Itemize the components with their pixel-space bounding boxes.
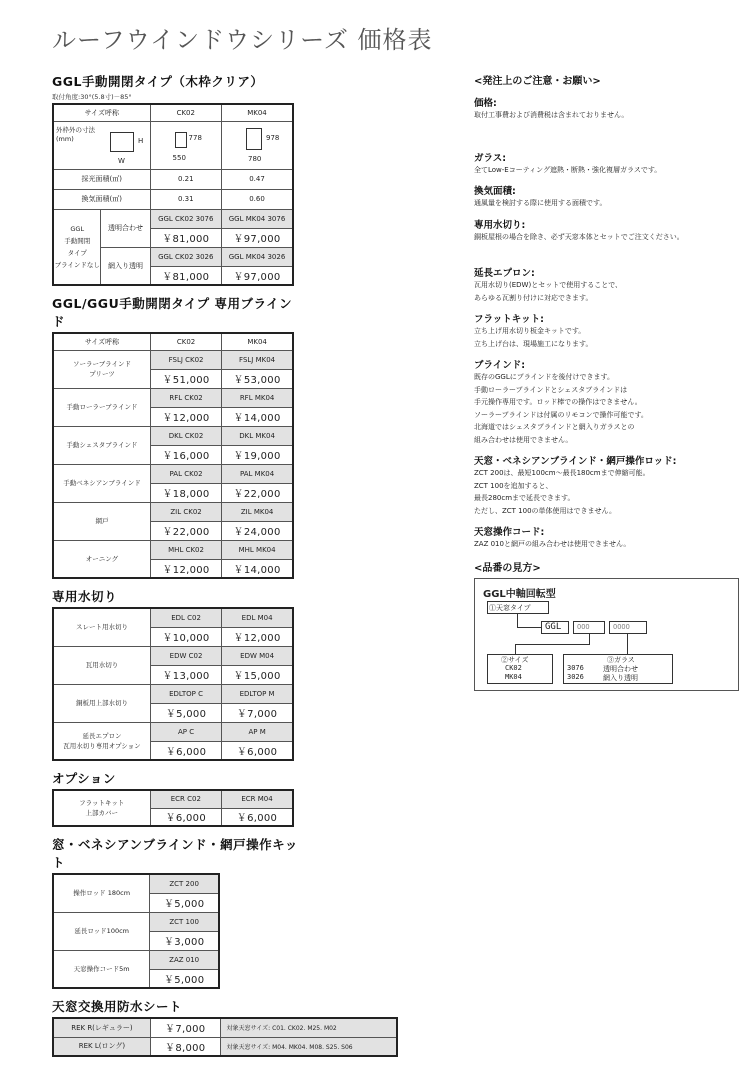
- product-code: EDW M04: [222, 646, 293, 665]
- price: ￥15,000: [222, 665, 293, 684]
- notes-list: [474, 95, 739, 551]
- note-heading: 天窓操作コード:: [474, 527, 545, 538]
- note-item: [474, 357, 739, 446]
- price: ￥22,000: [150, 521, 221, 540]
- row-label: 瓦用水切り: [53, 646, 150, 684]
- price: ￥6,000: [150, 741, 221, 760]
- product-code: DKL CK02: [150, 426, 221, 445]
- price: ￥97,000: [222, 266, 294, 285]
- price: ￥13,000: [150, 665, 221, 684]
- row-label: 網戸: [53, 502, 150, 540]
- note-text: ZCT 200は、最短100cm～最長180cmまで伸縮可能。: [474, 469, 650, 477]
- glass-wired-label: 網入り透明: [101, 247, 150, 285]
- col-ck02: CK02: [150, 333, 221, 350]
- note-heading: 換気面積:: [474, 186, 516, 197]
- price: ￥14,000: [222, 559, 293, 578]
- product-code: GGL CK02 3026: [150, 247, 221, 266]
- glass-clear-label: 透明合わせ: [101, 209, 150, 247]
- price: ￥6,000: [150, 808, 221, 826]
- product-code: ZIL MK04: [222, 502, 293, 521]
- price: ￥6,000: [222, 808, 293, 826]
- price: ￥53,000: [222, 369, 293, 388]
- product-code: GGL MK04 3026: [222, 247, 294, 266]
- price: ￥10,000: [150, 627, 221, 646]
- dim-h-label: H: [138, 136, 144, 145]
- price: ￥12,000: [150, 559, 221, 578]
- size-connector: [515, 644, 590, 645]
- note-heading: フラットキット:: [474, 314, 544, 325]
- size-connector: [589, 634, 590, 644]
- price: ￥3,000: [150, 931, 219, 950]
- note-heading: 専用水切り:: [474, 219, 526, 231]
- note-item: [474, 183, 739, 210]
- ck02-dimension: [150, 121, 221, 169]
- row-label: 操作ロッド 180cm: [53, 874, 150, 912]
- note-item: [474, 453, 739, 517]
- note-text: 北海道ではシェスタブラインドと網入りガラスとの: [474, 423, 635, 431]
- glass-legend-title: ③ガラス: [607, 655, 635, 664]
- product-code: AP M: [222, 722, 293, 741]
- mk04-window-icon: [246, 128, 262, 150]
- vent-area-ck02: 0.31: [150, 189, 221, 209]
- sheet-price-table: [52, 1017, 398, 1057]
- section-blind-title: GGL/GGU手動開閉タイプ 専用ブラインド: [52, 296, 293, 329]
- type-connector: [517, 627, 541, 628]
- price: ￥8,000: [150, 1037, 220, 1056]
- glass-wired-text: 網入り透明: [603, 673, 638, 682]
- product-code: EDLTOP C: [150, 684, 221, 703]
- mk04-width: 780: [248, 154, 262, 163]
- product-code: RFL MK04: [222, 388, 293, 407]
- product-code: EDW C02: [150, 646, 221, 665]
- note-text: 立ち上げ台は、現場施工になります。: [474, 339, 593, 348]
- dimension-text: 外枠外の寸法 (mm): [56, 125, 95, 143]
- note-item: [474, 265, 739, 304]
- price: ￥5,000: [150, 969, 219, 988]
- product-code: GGL MK04 3076: [222, 209, 294, 228]
- note-text: ソーラーブラインドは付属のリモコンで操作可能です。: [474, 410, 648, 419]
- type-label: ①天窓タイプ: [489, 603, 531, 612]
- price: ￥19,000: [222, 445, 293, 464]
- row-label: フラットキット 上部カバー: [53, 790, 150, 826]
- note-heading: 延長エプロン:: [474, 268, 535, 279]
- left-column: [52, 72, 353, 1057]
- note-text: ZAZ 010と網戸の組み合わせは使用できません。: [474, 540, 631, 548]
- type-connector: [517, 614, 518, 628]
- price: ￥81,000: [150, 228, 221, 247]
- note-item: [474, 95, 739, 122]
- product-code: AP C: [150, 722, 221, 741]
- section-sheet-title: 天窓交換用防水シート: [52, 999, 183, 1014]
- row-label: スレート用水切り: [53, 608, 150, 646]
- price: ￥18,000: [150, 483, 221, 502]
- col-ck02: CK02: [150, 104, 221, 121]
- product-code: RFL CK02: [150, 388, 221, 407]
- glass-placeholder: OOOO: [613, 622, 630, 631]
- row-label: 手動ベネシアンブラインド: [53, 464, 150, 502]
- size-ck02: CK02: [505, 663, 522, 672]
- note-heading: ガラス:: [474, 152, 507, 164]
- note-heading: 天窓・ベネシアンブラインド・網戸操作ロッド:: [474, 456, 677, 467]
- light-area-mk04: 0.47: [222, 169, 294, 189]
- note-text: 最長280cmまで延長できます。: [474, 494, 575, 502]
- product-code: MHL CK02: [150, 540, 221, 559]
- flashing-price-table: [52, 607, 294, 761]
- ggl-price-table: [52, 103, 294, 286]
- section-kit-title: 窓・ベネシアンブラインド・網戸操作キット: [52, 837, 298, 870]
- size-connector: [515, 644, 516, 654]
- product-code: MHL MK04: [222, 540, 293, 559]
- note-item: [474, 311, 739, 350]
- row-label: 手動ローラーブラインド: [53, 388, 150, 426]
- code-guide-heading: <品番の見方>: [474, 562, 541, 574]
- note-text: 手元操作専用です。ロッド棒での操作はできません。: [474, 398, 642, 406]
- row-label: 延長エプロン 瓦用水切り専用オプション: [53, 722, 150, 760]
- price: ￥24,000: [222, 521, 293, 540]
- note-text: 全てLow-Eコーティング遮熱・断熱・強化複層ガラスです。: [474, 165, 662, 174]
- note-text: 瓦用水切り(EDW)とセットで使用することで、: [474, 281, 623, 289]
- row-label: ソーラーブラインド プリーツ: [53, 350, 150, 388]
- product-code: ZCT 100: [150, 912, 219, 931]
- col-mk04: MK04: [222, 104, 294, 121]
- price: ￥12,000: [150, 407, 221, 426]
- glass-connector: [627, 634, 628, 654]
- price: ￥81,000: [150, 266, 221, 285]
- right-column: [474, 72, 739, 691]
- note-text: 手動ローラーブラインドとシェスタブラインドは: [474, 385, 628, 394]
- ck02-height: 778: [188, 133, 202, 142]
- mk04-height: 978: [266, 133, 280, 142]
- ck02-window-icon: [175, 132, 187, 148]
- size-legend-title: ②サイズ: [501, 655, 529, 664]
- note-text: ZCT 100を追加すると、: [474, 481, 553, 490]
- sheet-note: 対象天窓サイズ: C01. CK02. M25. M02: [220, 1018, 397, 1037]
- row-label: 銅板用上部水切り: [53, 684, 150, 722]
- price: ￥14,000: [222, 407, 293, 426]
- note-item: [474, 524, 739, 551]
- note-text: 銅板屋根の場合を除き、必ず天窓本体とセットでご注文ください。: [474, 232, 684, 241]
- price: ￥7,000: [222, 703, 293, 722]
- row-label: オーニング: [53, 540, 150, 578]
- glass-code-3026: 3026: [567, 672, 584, 681]
- price: ￥6,000: [222, 741, 293, 760]
- product-code: GGL CK02 3076: [150, 209, 221, 228]
- light-area-ck02: 0.21: [150, 169, 221, 189]
- option-price-table: [52, 789, 294, 827]
- sheet-note: 対象天窓サイズ: M04. MK04. M08. S25. S06: [220, 1037, 397, 1056]
- size-mk04: MK04: [505, 672, 522, 681]
- size-placeholder: OOO: [577, 622, 590, 631]
- section-ggl-title: GGL手動開閉タイプ（木枠クリア）: [52, 74, 264, 89]
- light-area-label: 採光面積(㎡): [53, 169, 150, 189]
- price: ￥5,000: [150, 703, 221, 722]
- product-code: DKL MK04: [222, 426, 293, 445]
- price: ￥22,000: [222, 483, 293, 502]
- glass-code-3076: 3076: [567, 663, 584, 672]
- sheet-label: REK R(レギュラー): [53, 1018, 150, 1037]
- note-heading: ブラインド:: [474, 360, 526, 371]
- product-code: FSLJ CK02: [150, 350, 221, 369]
- note-text: あらゆる瓦割り付けに対応できます。: [474, 293, 593, 302]
- note-item: [474, 217, 739, 244]
- product-code: PAL CK02: [150, 464, 221, 483]
- product-code: EDLTOP M: [222, 684, 293, 703]
- product-code: ZIL CK02: [150, 502, 221, 521]
- product-code: ECR C02: [150, 790, 221, 808]
- ggl-group-label: GGL 手動開閉 タイプ ブラインドなし: [53, 209, 101, 285]
- note-text: ただし、ZCT 100の単体使用はできません。: [474, 506, 616, 515]
- vent-area-label: 換気面積(㎡): [53, 189, 150, 209]
- row-label: 天窓操作コード5m: [53, 950, 150, 988]
- note-text: 取付工事費および消費税は含まれておりません。: [474, 111, 629, 119]
- product-code: EDL C02: [150, 608, 221, 627]
- code-guide-box: [474, 578, 739, 691]
- product-code: PAL MK04: [222, 464, 293, 483]
- product-code: ZCT 200: [150, 874, 219, 893]
- row-label: 手動シェスタブラインド: [53, 426, 150, 464]
- mk04-dimension: [222, 121, 294, 169]
- product-code: ECR M04: [222, 790, 293, 808]
- ck02-width: 550: [172, 153, 186, 162]
- note-text: 立ち上げ用水切り板金キットです。: [474, 327, 586, 335]
- page-title: ルーフウインドウシリーズ 価格表: [52, 26, 433, 54]
- price: ￥7,000: [150, 1018, 220, 1037]
- note-text: 通風量を検討する際に使用する面積です。: [474, 199, 607, 207]
- price: ￥12,000: [222, 627, 293, 646]
- size-label: サイズ呼称: [53, 104, 150, 121]
- section-option-title: オプション: [52, 771, 116, 786]
- notes-heading: <発注上のご注意・お願い>: [474, 76, 601, 87]
- window-outline-icon: [110, 132, 134, 152]
- glass-clear-text: 透明合わせ: [603, 664, 638, 673]
- blind-price-table: [52, 332, 294, 579]
- ggl-code: GGL: [545, 621, 562, 632]
- size-label: サイズ呼称: [53, 333, 150, 350]
- note-text: 既存のGGLにブラインドを後付けできます。: [474, 373, 614, 381]
- section-flashing-title: 専用水切り: [52, 589, 118, 604]
- dimension-label: [53, 121, 150, 169]
- price: ￥51,000: [150, 369, 221, 388]
- kit-price-table: [52, 873, 220, 989]
- vent-area-mk04: 0.60: [222, 189, 294, 209]
- row-label: 延長ロッド100cm: [53, 912, 150, 950]
- product-code: ZAZ 010: [150, 950, 219, 969]
- code-guide-title: GGL中軸回転型: [483, 588, 556, 600]
- dim-w-label: W: [118, 156, 125, 165]
- note-text: 組み合わせは使用できません。: [474, 435, 573, 444]
- price: ￥97,000: [222, 228, 294, 247]
- price: ￥5,000: [150, 893, 219, 912]
- angle-note: 取付角度:30°(5.8寸)－85°: [52, 93, 132, 101]
- product-code: EDL M04: [222, 608, 293, 627]
- col-mk04: MK04: [222, 333, 293, 350]
- price: ￥16,000: [150, 445, 221, 464]
- product-code: FSLJ MK04: [222, 350, 293, 369]
- note-heading: 価格:: [474, 98, 497, 109]
- sheet-label: REK L(ロング): [53, 1037, 150, 1056]
- note-item: [474, 150, 739, 177]
